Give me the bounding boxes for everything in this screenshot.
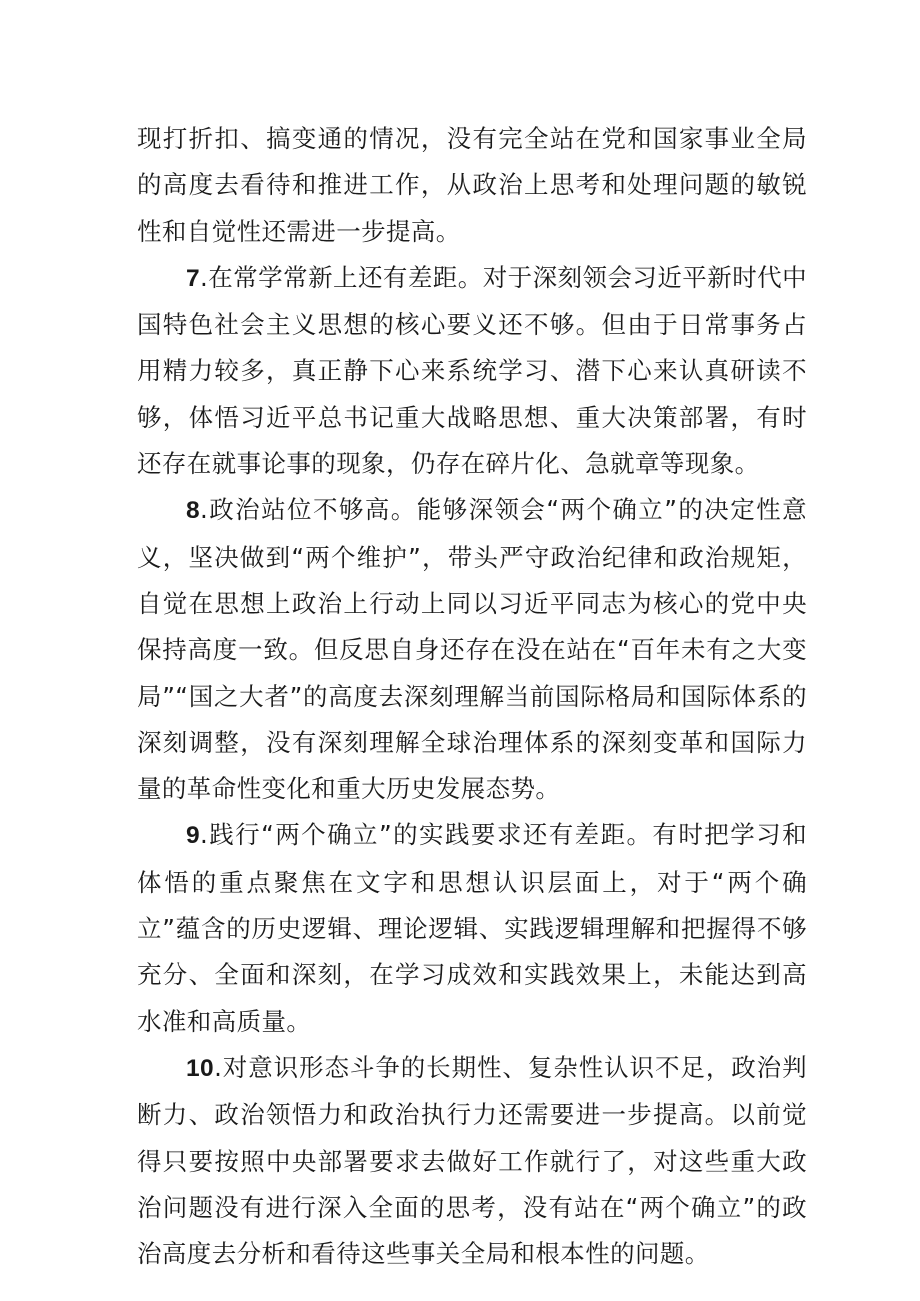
paragraph-text: .在常学常新上还有差距。对于深刻领会习近平新时代中国特色社会主义思想的核心要义还不够。但由于日常事务占用精力较多，真正静下心来系统学习、潜下心来认真研读不够，体悟习近平总书记重大战略思想、重大决策部署，有时还存在就事论事的现象，仍存在碎片化、急就章等现象。 bbox=[137, 262, 807, 479]
document-body bbox=[137, 116, 807, 1277]
paragraph-text: 现打折扣、搞变通的情况，没有完全站在党和国家事业全局的高度去看待和推进工作，从政治上思考和处理问题的敏锐性和自觉性还需进一步提高。 bbox=[137, 124, 807, 246]
paragraph-text: .践行“两个确立”的实践要求还有差距。有时把学习和体悟的重点聚焦在文字和思想认识层面上，对于“两个确立”蕴含的历史逻辑、理论逻辑、实践逻辑理解和把握得不够充分、全面和深刻，在学习成效和实践效果上，未能达到高水准和高质量。 bbox=[137, 820, 807, 1036]
paragraph-item-7 bbox=[137, 255, 807, 487]
paragraph-number: 10 bbox=[186, 1054, 215, 1082]
paragraph-number: 9 bbox=[186, 822, 201, 850]
paragraph-item-9 bbox=[137, 812, 807, 1044]
paragraph-item-8 bbox=[137, 487, 807, 812]
paragraph-text: .对意识形态斗争的长期性、复杂性认识不足，政治判断力、政治领悟力和政治执行力还需要进一步提高。以前觉得只要按照中央部署要求去做好工作就行了，对这些重大政治问题没有进行深入全面的思考，没有站在“两个确立”的政治高度去分析和看待这些事关全局和根本性的问题。 bbox=[137, 1052, 807, 1269]
paragraph-number: 7 bbox=[186, 264, 201, 292]
paragraph-item-10 bbox=[137, 1045, 807, 1277]
paragraph-text: .政治站位不够高。能够深领会“两个确立”的决定性意义，坚决做到“两个维护”，带头严守政治纪律和政治规矩，自觉在思想上政治上行动上同以习近平同志为核心的党中央保持高度一致。但反思自身还存在没在站在“百年未有之大变局”“国之大者”的高度去深刻理解当前国际格局和国际体系的深刻调整，没有深刻理解全球治理体系的深刻变革和国际力量的革命性变化和重大历史发展态势。 bbox=[137, 495, 807, 804]
paragraph-continuation bbox=[137, 116, 807, 255]
paragraph-number: 8 bbox=[186, 497, 201, 525]
